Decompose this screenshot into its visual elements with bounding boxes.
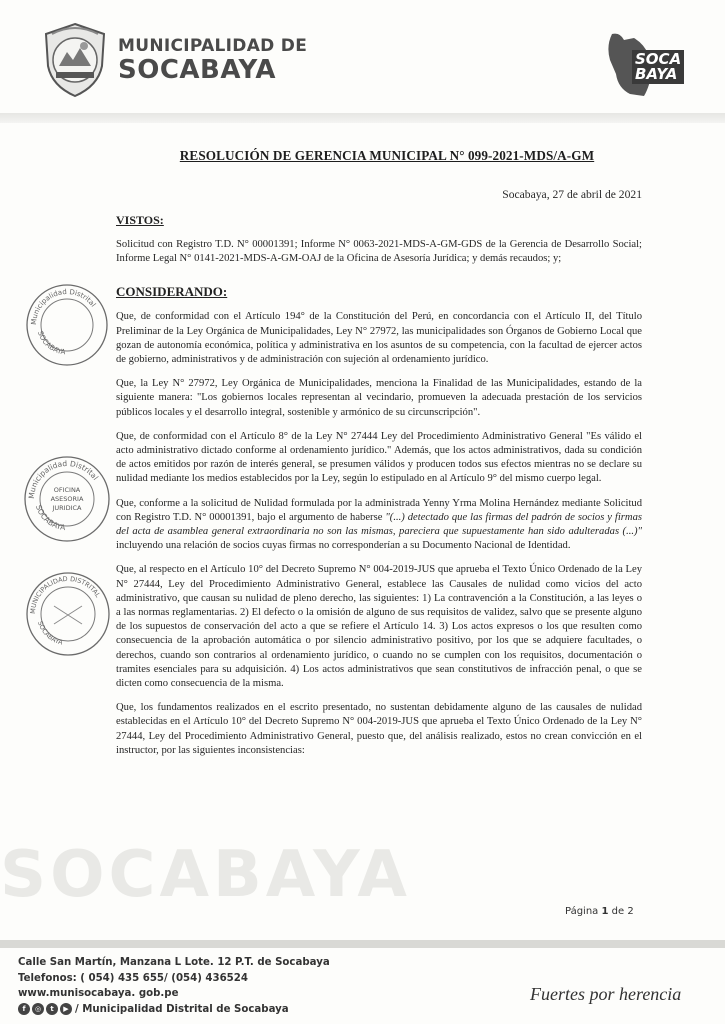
paragraph-4-quote: "(...) detectado que las firmas del padrón de socios y firmas del acta de asamblea general extraordinaria no son las mismas, pareciera que supuestamente han sido adulteradas (...)" [116,511,643,538]
footer-divider [0,940,725,948]
svg-text:SOCABAYA [36,620,64,647]
stamp-2-line-2: ASESORIA [50,495,84,503]
instagram-icon[interactable]: ◎ [32,1003,44,1015]
page-label: Página [565,906,599,917]
footer-address: Calle San Martín, Manzana L Lote. 12 P.T. de Socabaya [18,957,330,968]
resolution-date: Socabaya, 27 de abril de 2021 [502,188,642,201]
header-divider [0,113,725,123]
stamp-3-top-text: MUNICIPALIDAD DISTRITAL [28,574,102,615]
considerando-paragraph-3: Que, de conformidad con el Artículo 8° de la Ley N° 27444 Ley del Procedimiento Administrativo General "Es válido el acto administrativo dictado conforme al ordenamiento jurídico." Además, que los actos administrativos, dada su condición de actos emitidos por razón de interés general, se presumen válidos y producen todos sus efectos mientras no se declare su nulidad mediante los medios establecidos por la Ley, según lo estipulado en al Artículo 9° del mismo cuerpo legal. [116,430,642,485]
legal-office-seal-stamp [22,454,112,544]
page-number [565,906,634,917]
facebook-icon[interactable]: f [18,1003,30,1015]
seal-stamp-3 [24,570,112,658]
socabaya-brand-logo [604,30,690,100]
considerando-paragraph-1: Que, de conformidad con el Artículo 194° de la Constitución del Perú, en concordancia con el Artículo II, del Título Preliminar de la Ley Orgánica de Municipalidades, Ley N° 27972, las municipalidades son Órganos de Gobierno Local que gozan de autonomía económica, política y administrativa en los asuntos de su competencia, con la facultad de ejercer actos de gobierno, administrativos y de administración con sujeción al ordenamiento jurídico. [116,311,642,366]
stamp-2-line-1: OFICINA [53,486,81,494]
svg-text:Municipalidad Distrital [30,288,97,325]
resolution-body [116,148,642,758]
stamp-1-bottom-text: SOCABAYA [36,330,66,357]
stamp-1-top-text: Municipalidad Distrital [29,287,98,326]
municipality-name-line1: MUNICIPALIDAD DE [118,36,308,56]
municipality-name-line2: SOCABAYA [118,55,276,85]
stamp-2-top-text: Municipalidad Distrital [26,458,101,500]
footer-social-row [18,1002,330,1018]
stamp-2-bottom-text: SOCABAYA [34,503,66,533]
page-sep: de [611,906,625,917]
stamp-3-bottom-text: SOCABAYA [36,620,64,647]
svg-text:SOCABAYA [36,330,66,356]
considerando-heading: CONSIDERANDO: [116,284,228,300]
paragraph-4-part-c: incluyendo una relación de socios cuyas firmas no corresponderían a su Documento Nacional de Identidad. [116,540,571,552]
brand-logo-text-1: SOCA [635,50,682,68]
municipality-name [118,38,307,83]
watermark-text: SOCABAYA [0,838,411,912]
brand-logo-text-2: BAYA [635,65,678,83]
footer-social-handle: / Municipalidad Distrital de Socabaya [75,1003,289,1015]
footer-phones: Telefonos: ( 054) 435 655/ (054) 436524 [18,972,248,984]
stamp-2-line-3: JURIDICA [52,504,82,512]
considerando-paragraph-5: Que, al respecto en el Artículo 10° del Decreto Supremo N° 004-2019-JUS que aprueba el Texto Único Ordenado de la Ley N° 27444, Ley del Procedimiento Administrativo General, establece las Causales de nulidad como vicios del acto administrativo, que causan su nulidad de pleno derecho, las siguientes: 1) La contravención a la Constitución, a las leyes o a las normas reglamentarias. 2) El defecto o la omisión de alguno de sus requisitos de validez, salvo que se presente alguno de los supuestos de conservación del acto a que se refiere el Artículo 14. 3) Los actos expresos o los que resulten como consecuencia de la aprobación automática o por silencio administrativo positivo, por los que se adquiere facultades, o derechos, cuando son contrarios al ordenamiento jurídico, o cuando no se cumplen con los requisitos, documentación o tramites esenciales para su adquisición. 4) Los actos administrativos que sean constitutivos de infracción penal, o que se dicten como consecuencia de la misma. [116,564,642,690]
municipal-crest-logo [42,22,108,98]
considerando-paragraph-4 [116,497,642,554]
considerando-paragraph-6: Que, los fundamentos realizados en el escrito presentado, no sustentan debidamente alguno de las causales de nulidad establecidas en el Artículo 10° del Decreto Supremo N° 004-2019-JUS que aprueba el Texto Único Ordenado de la Ley N° 27444, Ley del Procedimiento Administrativo General, puesto que, del análisis realizado, estos no crean convicción en el instructor, por las siguientes inconsistencias: [116,702,642,756]
paragraph-4-part-a: Que, conforme a la solicitud de Nulidad formulada por la administrada Yenny Yrma Molina Hernández mediante Solicitud con Registro T.D. N° 00001391, bajo el argumento de haberse [116,497,642,523]
page-total: 2 [627,906,634,917]
page-current: 1 [601,906,609,917]
seal-stamp-1 [24,282,110,368]
vistos-paragraph: Solicitud con Registro T.D. N° 00001391; Informe N° 0063-2021-MDS-A-GM-GDS de la Gerencia de Desarrollo Social; Informe Legal N° 0141-2021-MDS-A-GM-OAJ de la Oficina de Asesoría Jurídica; y demás recaudos; y; [116,239,642,265]
footer-website[interactable]: www.munisocabaya. gob.pe [18,988,179,999]
social-icons [18,1003,72,1015]
considerando-paragraph-2: Que, la Ley N° 27972, Ley Orgánica de Municipalidades, menciona la Finalidad de las Municipalidades, estando de la siguiente manera: "Los gobiernos locales representan al vecindario, promueven la adecuada prestación de los servicios públicos locales y el desarrollo integral, sostenible y armónico de su circunscripción". [116,378,642,418]
footer-contact [18,955,330,1017]
footer-slogan: Fuertes por herencia [530,984,682,1004]
youtube-icon[interactable]: ▶ [60,1003,72,1015]
vistos-heading: VISTOS: [116,213,164,227]
resolution-title: RESOLUCIÓN DE GERENCIA MUNICIPAL N° 099-2021-MDS/A-GM [179,148,595,163]
twitter-icon[interactable]: t [46,1003,58,1015]
